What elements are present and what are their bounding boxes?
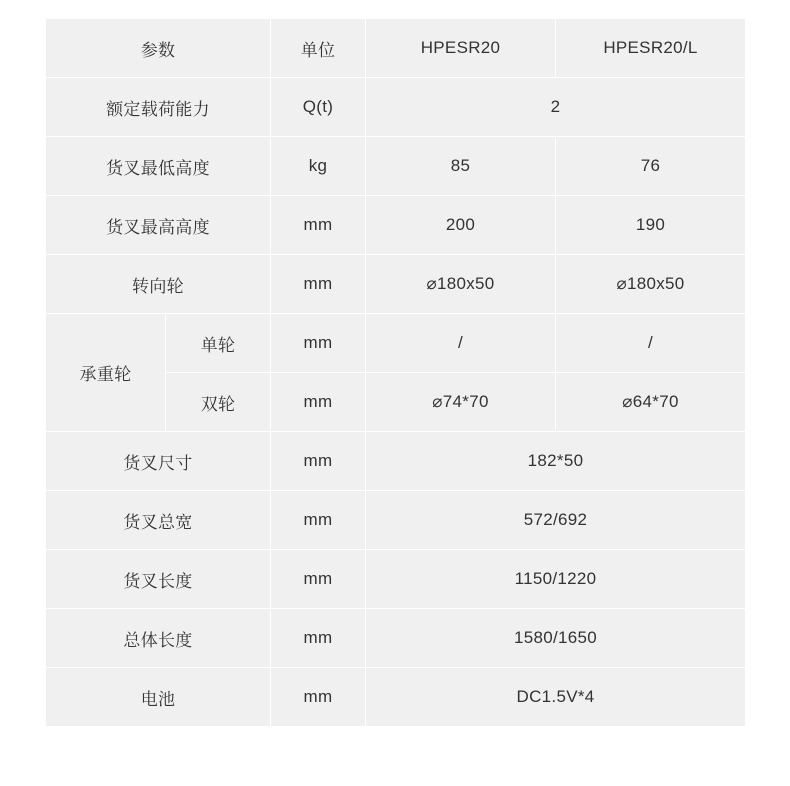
row-unit: mm — [271, 668, 366, 727]
header-param: 参数 — [46, 19, 271, 78]
row-label: 货叉总宽 — [46, 491, 271, 550]
row-value-model-1: ⌀74*70 — [366, 373, 556, 432]
row-value-model-1: / — [366, 314, 556, 373]
row-unit: mm — [271, 314, 366, 373]
row-label: 转向轮 — [46, 255, 271, 314]
row-value-model-1: ⌀180x50 — [366, 255, 556, 314]
table-row — [46, 491, 746, 550]
row-label: 货叉长度 — [46, 550, 271, 609]
table-row — [46, 668, 746, 727]
table-row — [46, 137, 746, 196]
row-label-sub: 单轮 — [166, 314, 271, 373]
table-header-row — [46, 19, 746, 78]
row-label-sub: 双轮 — [166, 373, 271, 432]
row-value-model-2: / — [556, 314, 746, 373]
table-row — [46, 432, 746, 491]
row-label: 货叉最高高度 — [46, 196, 271, 255]
row-label: 货叉尺寸 — [46, 432, 271, 491]
table-row — [46, 314, 746, 373]
table-row — [46, 196, 746, 255]
row-unit: mm — [271, 432, 366, 491]
table-row — [46, 550, 746, 609]
row-value-merged: 1580/1650 — [366, 609, 746, 668]
table-row — [46, 255, 746, 314]
table-row — [46, 609, 746, 668]
row-value-merged: 2 — [366, 78, 746, 137]
row-value-merged: 1150/1220 — [366, 550, 746, 609]
row-unit: mm — [271, 550, 366, 609]
row-label: 额定载荷能力 — [46, 78, 271, 137]
header-unit: 单位 — [271, 19, 366, 78]
header-model-2: HPESR20/L — [556, 19, 746, 78]
header-model-1: HPESR20 — [366, 19, 556, 78]
row-unit: mm — [271, 373, 366, 432]
row-label: 货叉最低高度 — [46, 137, 271, 196]
row-unit: mm — [271, 609, 366, 668]
specification-table — [45, 18, 746, 727]
row-label: 总体长度 — [46, 609, 271, 668]
row-unit: Q(t) — [271, 78, 366, 137]
row-unit: mm — [271, 255, 366, 314]
row-value-model-1: 85 — [366, 137, 556, 196]
row-unit: mm — [271, 196, 366, 255]
row-value-model-2: 76 — [556, 137, 746, 196]
row-label-group: 承重轮 — [46, 314, 166, 432]
row-value-merged: 182*50 — [366, 432, 746, 491]
row-value-model-2: ⌀180x50 — [556, 255, 746, 314]
row-value-merged: DC1.5V*4 — [366, 668, 746, 727]
row-value-model-2: 190 — [556, 196, 746, 255]
row-value-model-1: 200 — [366, 196, 556, 255]
row-unit: kg — [271, 137, 366, 196]
row-unit: mm — [271, 491, 366, 550]
table-row — [46, 78, 746, 137]
row-value-model-2: ⌀64*70 — [556, 373, 746, 432]
row-label: 电池 — [46, 668, 271, 727]
row-value-merged: 572/692 — [366, 491, 746, 550]
